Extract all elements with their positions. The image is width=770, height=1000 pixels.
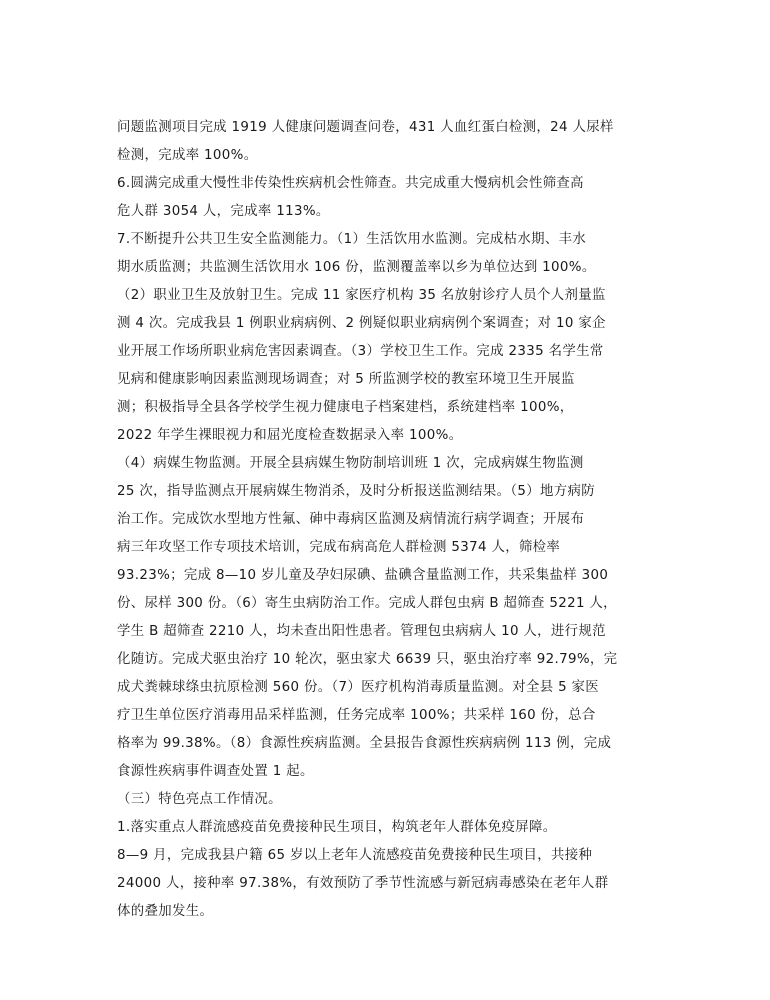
text-line: 8—9 月，完成我县户籍 65 岁以上老年人流感疫苗免费接种民生项目，共接种 [117, 848, 593, 863]
text-line: 格率为 99.38%。（8）食源性疾病监测。全县报告食源性疾病病例 113 例，完成 [117, 736, 612, 751]
text-line: 测；积极指导全县各学校学生视力健康电子档案建档，系统建档率 100%， [117, 400, 574, 415]
text-line: 危人群 3054 人，完成率 113%。 [117, 204, 330, 219]
text-line: 25 次，指导监测点开展病媒生物消杀，及时分析报送监测结果。（5）地方病防 [117, 484, 595, 499]
text-line: 化随访。完成犬驱虫治疗 10 轮次，驱虫家犬 6639 只，驱虫治疗率 92.79%，完 [117, 652, 618, 667]
text-line: 学生 B 超筛查 2210 人，均未查出阳性患者。管理包虫病病人 10 人，进行规范 [117, 624, 606, 639]
text-line: 病三年攻坚工作专项技术培训，完成布病高危人群检测 5374 人，筛检率 [117, 540, 561, 555]
text-line: 93.23%；完成 8—10 岁儿童及孕妇尿碘、盐碘含量监测工作，共采集盐样 300 [117, 568, 609, 583]
text-line: 7.不断提升公共卫生安全监测能力。（1）生活饮用水监测。完成枯水期、丰水 [117, 232, 587, 247]
text-line: 见病和健康影响因素监测现场调查；对 5 所监测学校的教室环境卫生开展监 [117, 372, 575, 387]
text-line: 疗卫生单位医疗消毒用品采样监测，任务完成率 100%；共采样 160 份，总合 [117, 708, 596, 723]
text-line: （2）职业卫生及放射卫生。完成 11 家医疗机构 35 名放射诊疗人员个人剂量监 [117, 288, 606, 303]
text-line: 6.圆满完成重大慢性非传染性疾病机会性筛查。共完成重大慢病机会性筛查高 [117, 176, 584, 191]
text-line: （4）病媒生物监测。开展全县病媒生物防制培训班 1 次，完成病媒生物监测 [117, 456, 584, 471]
text-line: 治工作。完成饮水型地方性氟、砷中毒病区监测及病情流行病学调查；开展布 [117, 512, 585, 527]
text-line: 食源性疾病事件调查处置 1 起。 [117, 764, 314, 779]
section-heading: （三）特色亮点工作情况。 [117, 792, 282, 807]
text-line: 检测，完成率 100%。 [117, 148, 258, 163]
text-line: 1.落实重点人群流感疫苗免费接种民生项目，构筑老年人群体免疫屏障。 [117, 820, 557, 835]
text-line: 份、尿样 300 份。（6）寄生虫病防治工作。完成人群包虫病 B 超筛查 5221 人， [117, 596, 617, 611]
text-line: 24000 人，接种率 97.38%，有效预防了季节性流感与新冠病毒感染在老年人群 [117, 876, 609, 891]
text-line: 问题监测项目完成 1919 人健康问题调查问卷，431 人血红蛋白检测，24 人尿样 [117, 120, 614, 135]
text-line: 体的叠加发生。 [117, 904, 214, 919]
text-line: 期水质监测；共监测生活饮用水 106 份，监测覆盖率以乡为单位达到 100%。 [117, 260, 596, 275]
text-line: 测 4 次。完成我县 1 例职业病病例、2 例疑似职业病病例个案调查；对 10 家企 [117, 316, 606, 331]
text-line: 成犬粪棘球绦虫抗原检测 560 份。（7）医疗机构消毒质量监测。对全县 5 家医 [117, 680, 600, 695]
text-line: 业开展工作场所职业病危害因素调查。（3）学校卫生工作。完成 2335 名学生常 [117, 344, 604, 359]
text-line: 2022 年学生裸眼视力和屈光度检查数据录入率 100%。 [117, 428, 463, 443]
